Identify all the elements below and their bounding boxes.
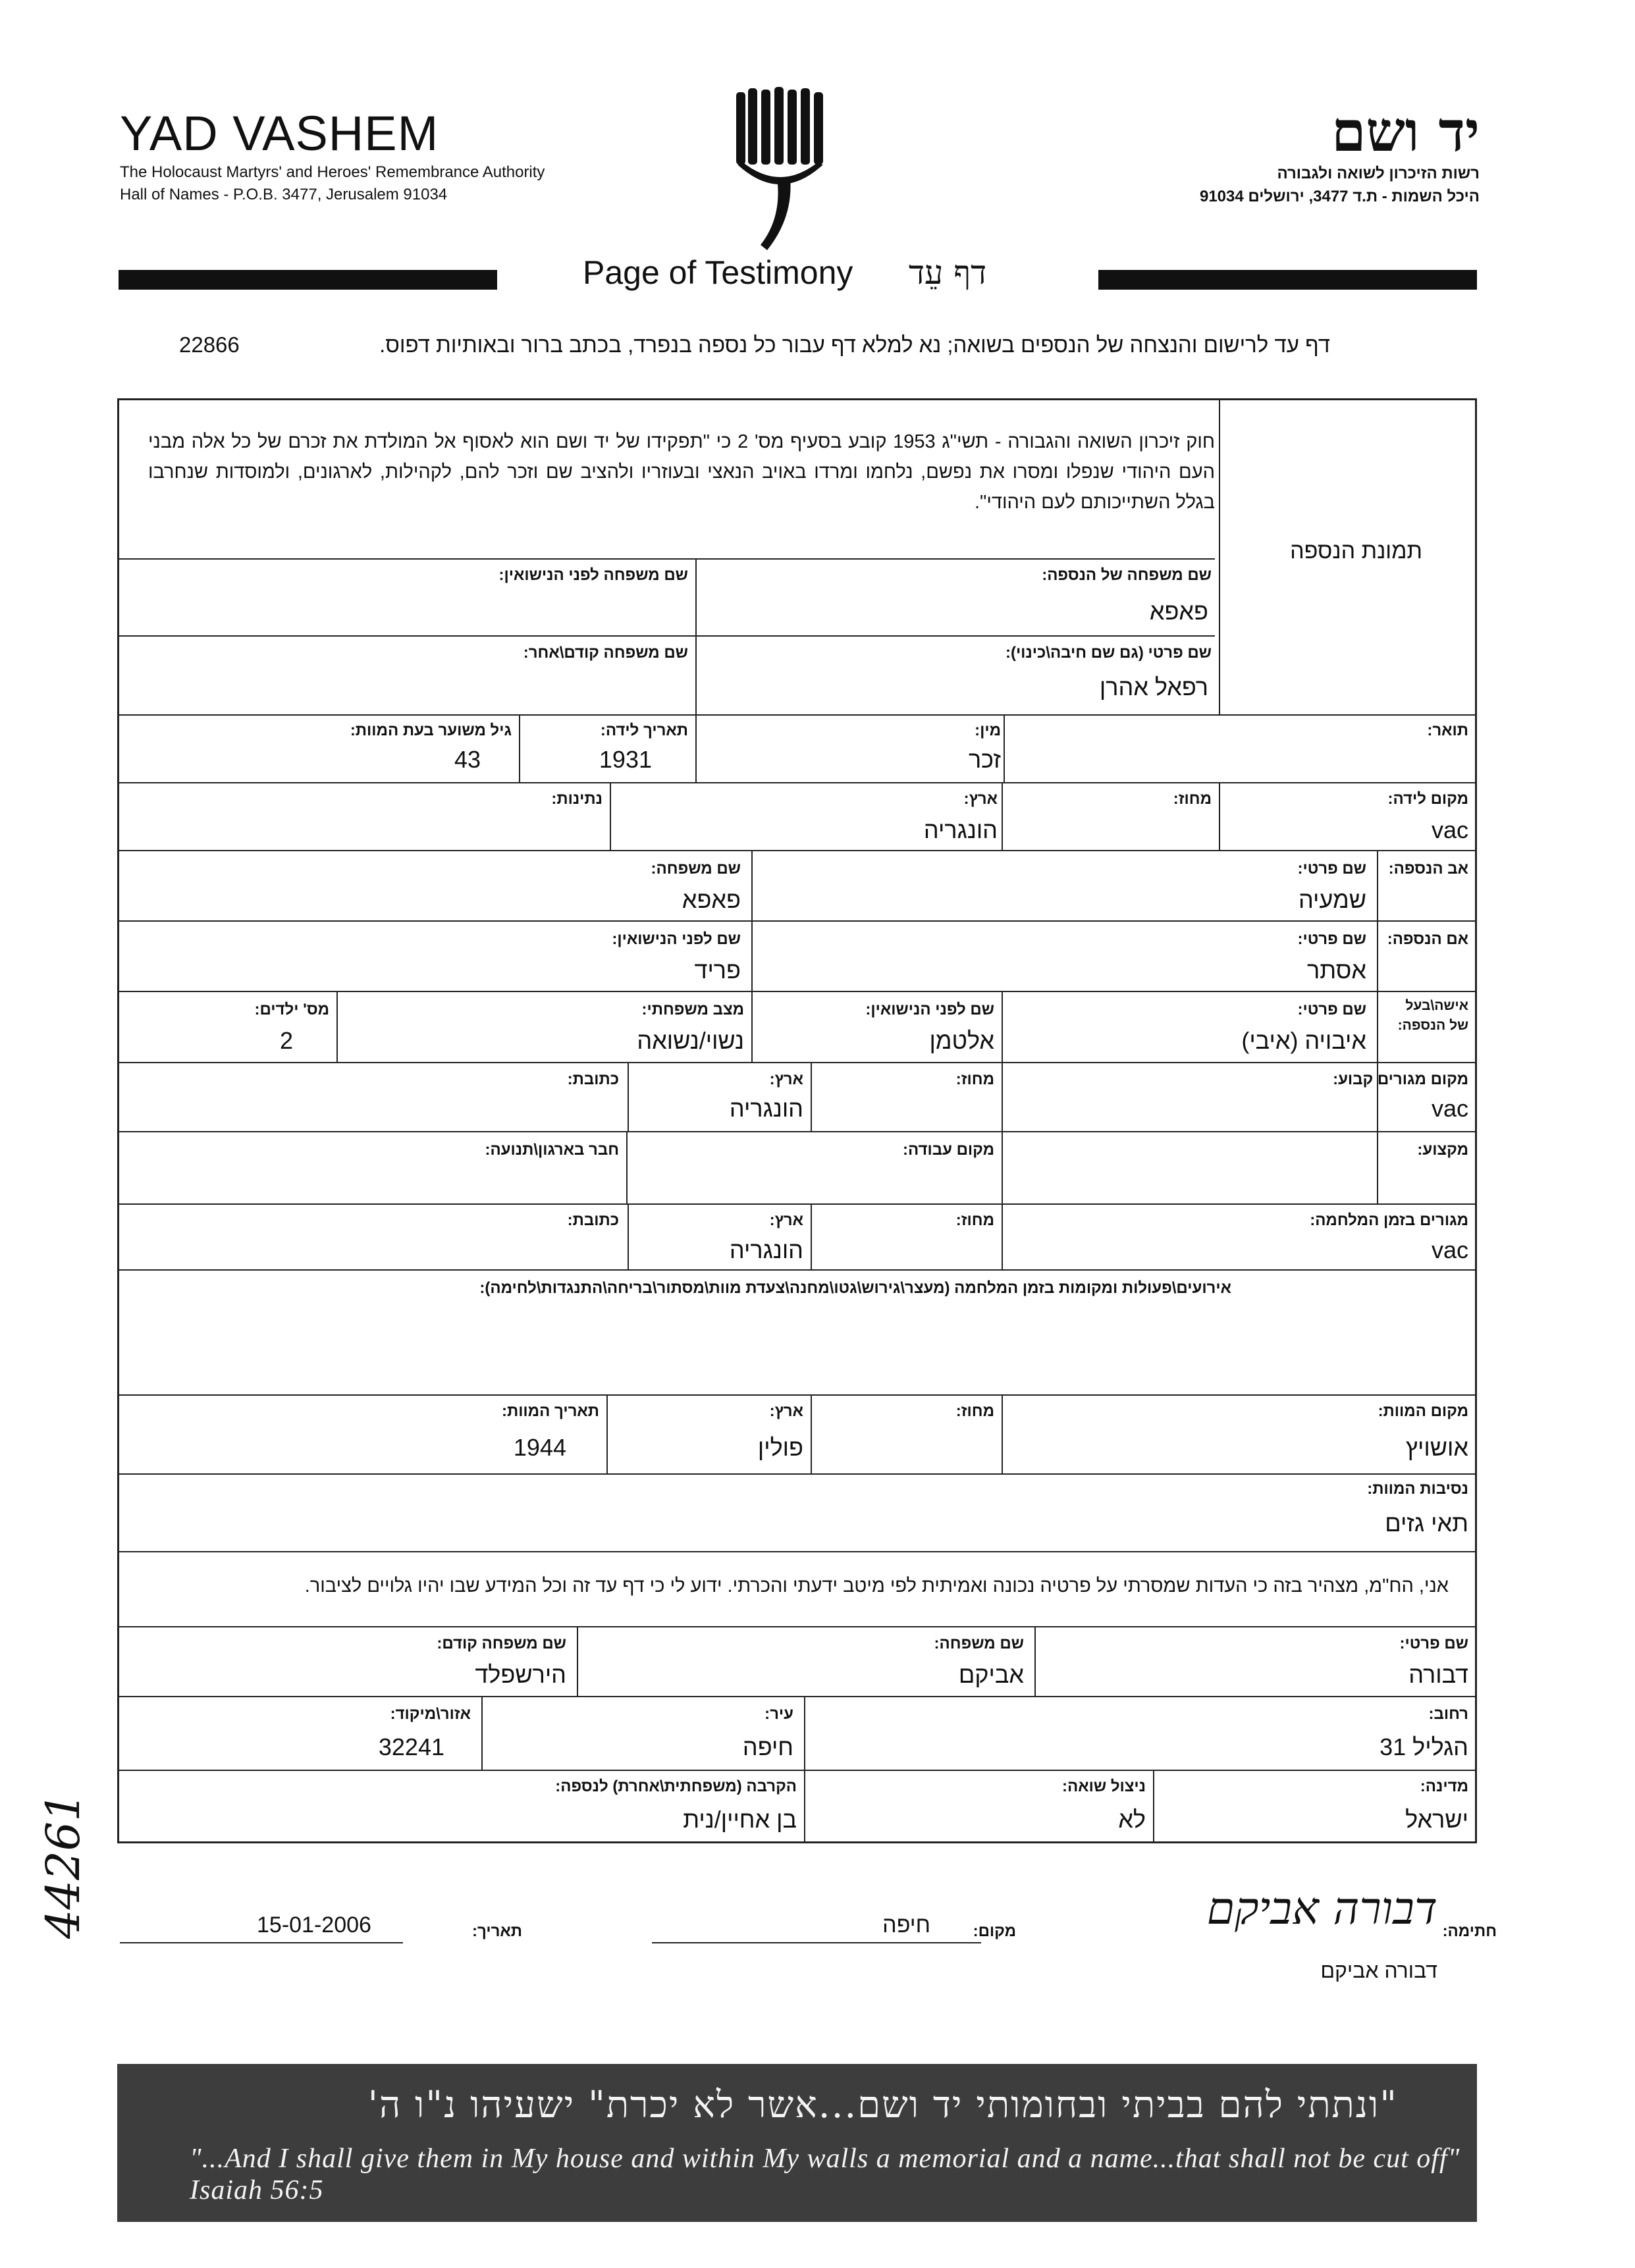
authority-en: The Holocaust Martyrs' and Heroes' Remembrance Authority (120, 163, 545, 181)
submitter-prev-label: שם משפחה קודם: (437, 1635, 566, 1652)
submitter-relation[interactable]: בן אחיין/נית (683, 1806, 797, 1833)
citizenship-label: נתינות: (551, 790, 603, 808)
children-label: מס' ילדים: (254, 1001, 329, 1018)
victim-birth-date[interactable]: 1931 (599, 746, 652, 773)
wartime-country[interactable]: הונגריה (729, 1236, 803, 1263)
mother-role-label: אם הנספה: (1387, 930, 1468, 948)
marital-status-label: מצב משפחתי: (641, 1001, 744, 1018)
father-family-name[interactable]: פאפא (682, 886, 741, 913)
birth-country-label: ארץ: (963, 790, 998, 808)
residence-country[interactable]: הונגריה (729, 1095, 803, 1122)
residence-place[interactable]: vac (1431, 1095, 1468, 1122)
zip-label: אזור\מיקוד: (390, 1705, 471, 1723)
submitter-survivor[interactable]: לא (1118, 1806, 1146, 1833)
survivor-label: ניצול שואה: (1062, 1778, 1146, 1795)
street-label: רחוב: (1428, 1705, 1468, 1723)
submitter-prev-name[interactable]: הירשפלד (475, 1661, 566, 1688)
death-place[interactable]: אושויץ (1405, 1434, 1468, 1461)
submitter-street[interactable]: הגליל 31 (1380, 1733, 1468, 1760)
address-he: היכל השמות - ת.ד 3477, ירושלים 91034 (1199, 188, 1480, 205)
side-note-number: 44261 (36, 1792, 90, 1939)
wartime-label: מגורים בזמן המלחמה: (1310, 1211, 1468, 1229)
sign-date[interactable]: 15-01-2006 (257, 1912, 371, 1938)
signer-name: דבורה אביקם (1320, 1959, 1437, 1982)
org-name-he: יד ושם (1331, 99, 1480, 164)
mother-first-label: שם פרטי: (1297, 930, 1366, 948)
submitter-country[interactable]: ישראל (1405, 1806, 1468, 1833)
page-title-he: דף עֵד (909, 253, 987, 292)
residence-district-label: מחוז: (955, 1070, 994, 1088)
declaration: אני, הח"מ, מצהיר בזה כי העדות שמסרתי על פרטיה נכונה ואמיתית לפי מיטב ידעתי והכרתי. ידוע לי כי דף עד זה וכל המידע שבו יהיו גלויים לציבור. (304, 1575, 1449, 1596)
address-en: Hall of Names - P.O.B. 3477, Jerusalem 91034 (120, 186, 448, 203)
signature-label: חתימה: (1442, 1922, 1497, 1940)
mother-first-name[interactable]: אסתר (1307, 957, 1366, 984)
header-rule-left (119, 270, 497, 290)
death-circumstances[interactable]: תאי גזים (1385, 1510, 1468, 1537)
photo-label: תמונת הנספה (1290, 539, 1422, 564)
spouse-maiden-label: שם לפני הנישואין: (865, 1001, 994, 1018)
birth-district-label: מחוז: (1173, 790, 1212, 808)
death-district-label: מחוז: (955, 1402, 994, 1420)
mother-maiden-label: שם לפני הנישואין: (612, 930, 741, 948)
death-country[interactable]: פולין (757, 1434, 803, 1461)
header-rule-right (1098, 270, 1477, 290)
residence-address-label: כתובת: (567, 1070, 619, 1088)
spouse-role-label-2: של הנספה: (1397, 1018, 1468, 1033)
intro-text: דף עד לרישום והנצחה של הנספים בשואה; נא למלא דף עבור כל נספה בנפרד, בכתב ברור ובאותיות דפוס. (379, 332, 1330, 357)
victim-age[interactable]: 43 (454, 746, 481, 773)
marital-status[interactable]: נשוי/נשואה (637, 1027, 744, 1054)
birth-date-label: תאריך לידה: (600, 722, 688, 739)
death-country-label: ארץ: (769, 1402, 803, 1420)
quote-he: "ונתתי להם בביתי ובחומותי יד ושם...אשר לא יכרת" ישעיהו נ"ו ה' (367, 2084, 1398, 2126)
place-line (652, 1942, 981, 1943)
page-title-en: Page of Testimony (583, 254, 853, 291)
submitter-first-label: שם פרטי: (1399, 1635, 1468, 1652)
events-label: אירועים\פעולות ומקומות בזמן המלחמה (מעצר\גירוש\גטו\מחנה\צעדת מוות\מסתור\בריחה\התנגדות\לחימה): (479, 1279, 1231, 1297)
testimony-form (117, 398, 1477, 1843)
victim-gender[interactable]: זכר (968, 746, 1001, 773)
wartime-address-label: כתובת: (567, 1211, 619, 1229)
signature[interactable]: דבורה אביקם (1206, 1883, 1437, 1935)
wartime-district-label: מחוז: (955, 1211, 994, 1229)
member-label: חבר בארגון\תנועה: (485, 1141, 619, 1159)
country-label: מדינה: (1420, 1778, 1468, 1795)
authority-he: רשות הזיכרון לשואה ולגבורה (1277, 165, 1480, 182)
serial-number: 22866 (179, 332, 240, 357)
date-line (120, 1942, 403, 1943)
victim-first-name-label: שם פרטי (גם שם חיבה\כינוי): (1005, 644, 1212, 662)
residence-label: מקום מגורים קבוע: (1333, 1070, 1468, 1088)
age-label: גיל משוער בעת המוות: (350, 722, 512, 739)
victim-first-name[interactable]: רפאל אהרן (1099, 673, 1208, 700)
victim-birth-place[interactable]: vac (1431, 816, 1468, 843)
mother-maiden-name[interactable]: פריד (694, 957, 741, 984)
death-circumstances-label: נסיבות המוות: (1367, 1480, 1468, 1498)
victim-family-name-label: שם משפחה של הנספה: (1042, 566, 1212, 584)
father-role-label: אב הנספה: (1388, 860, 1468, 878)
birth-place-label: מקום לידה: (1387, 790, 1468, 808)
wartime-place[interactable]: vac (1431, 1236, 1468, 1263)
death-place-label: מקום המוות: (1378, 1402, 1468, 1420)
profession-label: מקצוע: (1417, 1141, 1468, 1159)
victim-prev-name-label: שם משפחה קודם\אחר: (523, 644, 688, 662)
date-label: תאריך: (471, 1922, 522, 1940)
title-label: תואר: (1427, 722, 1468, 739)
victim-family-name[interactable]: פאפא (1149, 598, 1208, 625)
spouse-role-label-1: אישה\בעל (1405, 998, 1468, 1013)
father-first-label: שם פרטי: (1297, 860, 1366, 878)
submitter-zip[interactable]: 32241 (378, 1733, 444, 1760)
death-date[interactable]: 1944 (513, 1434, 566, 1461)
residence-country-label: ארץ: (769, 1070, 803, 1088)
org-name-en: YAD VASHEM (120, 106, 439, 161)
death-date-label: תאריך המוות: (501, 1402, 599, 1420)
father-first-name[interactable]: שמעיה (1298, 886, 1366, 913)
submitter-family-label: שם משפחה: (934, 1635, 1024, 1652)
spouse-first-label: שם פרטי: (1297, 1001, 1366, 1018)
spouse-first-name[interactable]: איבויה (איבי) (1241, 1027, 1366, 1054)
submitter-city[interactable]: חיפה (742, 1733, 793, 1760)
place-label: מקום: (973, 1922, 1016, 1940)
city-label: עיר: (764, 1705, 793, 1723)
isaiah-quote-banner (117, 2064, 1477, 2222)
submitter-family-name[interactable]: אביקם (958, 1661, 1024, 1688)
menorah-logo-icon (731, 86, 830, 257)
law-quote: חוק זיכרון השואה והגבורה - תשי"ג 1953 קובע בסעיף מס' 2 כי "תפקידו של יד ושם הוא לאסוף אל המולדת את זכרם של כל אלה מבני העם היהודי שנפלו ומסרו את נפשם, נלחמו ומרדו באויב הנאצי ובעוזריו ולהציב שם וזכר להם, לקהילות, לארגונים, ולמוסדות שנחרבו בגלל השתייכותם לעם היהודי". (148, 431, 1215, 513)
spouse-maiden-name[interactable]: אלטמן (929, 1027, 994, 1054)
relation-label: הקרבה (משפחתית\אחרת) לנספה: (555, 1778, 797, 1795)
children-count[interactable]: 2 (279, 1027, 293, 1054)
father-family-label: שם משפחה: (651, 860, 741, 878)
gender-label: מין: (975, 722, 1001, 739)
submitter-first-name[interactable]: דבורה (1408, 1661, 1468, 1688)
victim-birth-country[interactable]: הונגריה (923, 816, 998, 843)
wartime-country-label: ארץ: (769, 1211, 803, 1229)
workplace-label: מקום עבודה: (903, 1141, 994, 1159)
sign-place[interactable]: חיפה (882, 1912, 930, 1938)
quote-en: "...And I shall give them in My house and within My walls a memorial and a name...that shall not be cut off" Isaiah 56:5 (190, 2144, 1461, 2205)
victim-maiden-name-label: שם משפחה לפני הנישואין: (498, 566, 688, 584)
